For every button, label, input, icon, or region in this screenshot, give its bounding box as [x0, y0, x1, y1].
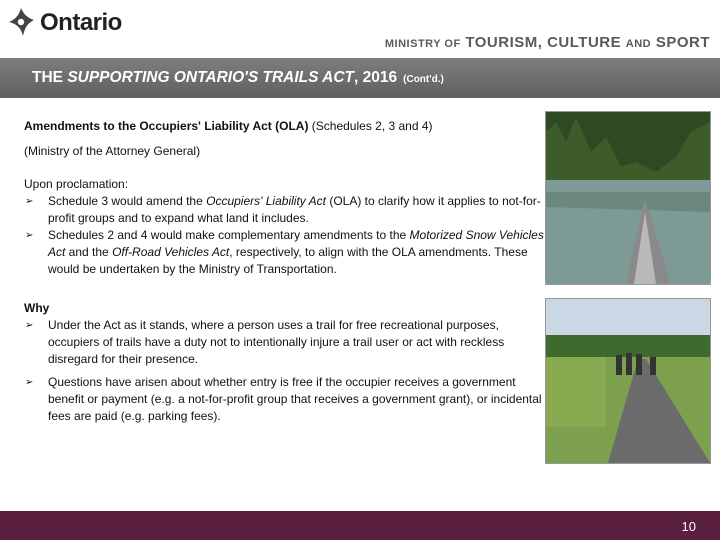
why-list	[24, 317, 544, 425]
contd-label: (Cont'd.)	[403, 74, 444, 85]
list-item: ➢ Questions have arisen about whether entry is free if the occupier receives a government benefit or payment (e.g. a not-for-profit group that receives a government grant), or incidental fees are paid (e.g. parking fees).	[25, 375, 542, 423]
canoe-river-photo	[545, 111, 711, 285]
arrow-bullet-icon: ➢	[25, 377, 34, 388]
proclamation-list	[24, 193, 544, 278]
why-heading: Why	[24, 301, 50, 315]
slide-title: THE SUPPORTING ONTARIO'S TRAILS ACT, 2016 (Cont'd.)	[32, 69, 444, 86]
list-item: ➢ Schedule 3 would amend the Occupiers' Liability Act (OLA) to clarify how it applies to not-for-profit groups and to expand what land it includes.	[25, 194, 541, 225]
slide-body	[24, 118, 544, 425]
amendments-heading: Amendments to the Occupiers' Liability Act (OLA) (Schedules 2, 3 and 4)	[24, 119, 433, 133]
ontario-logo	[6, 6, 122, 40]
arrow-bullet-icon: ➢	[25, 196, 34, 207]
proclamation-label: Upon proclamation:	[24, 177, 129, 191]
title-bar	[0, 58, 720, 98]
slide-footer	[0, 511, 720, 540]
ministry-name: MINISTRY OF TOURISM, CULTURE AND SPORT	[384, 34, 710, 51]
logo-text: Ontario	[40, 9, 122, 36]
cyclists-trail-photo	[545, 298, 711, 464]
arrow-bullet-icon: ➢	[25, 230, 34, 241]
trillium-icon	[6, 6, 36, 40]
list-item: ➢ Under the Act as it stands, where a person uses a trail for free recreational purposes, occupiers of trails have a duty not to intentionally injure a trail user or act with reckless disregard for their presence.	[25, 318, 505, 366]
page-number: 10	[681, 519, 696, 534]
list-item: ➢ Schedules 2 and 4 would make complementary amendments to the Motorized Snow Vehicles Act and the Off-Road Vehicles Act, respectively, to align with the OLA amendments. These would be undertaken by the Ministry of Transportation.	[25, 228, 544, 276]
ministry-line: (Ministry of the Attorney General)	[24, 144, 201, 158]
arrow-bullet-icon: ➢	[25, 320, 34, 331]
